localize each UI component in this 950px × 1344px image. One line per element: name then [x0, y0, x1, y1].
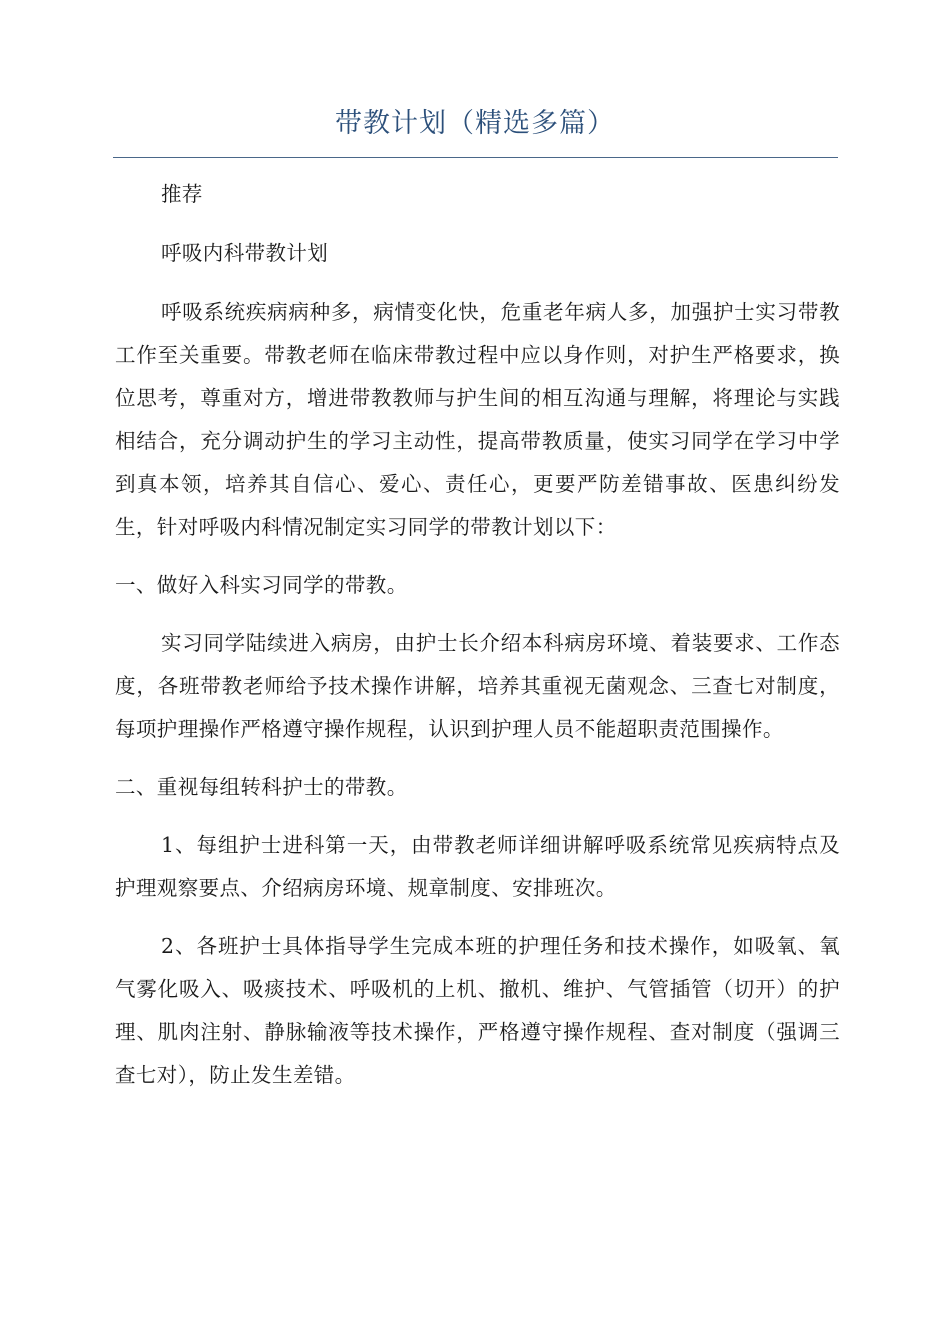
paragraph-item-2: 2、各班护士具体指导学生完成本班的护理任务和技术操作，如吸氧、氧气雾化吸入、吸痰技术、呼吸机的上机、撤机、维护、气管插管（切开）的护理、肌肉注射、静脉输液等技术操作，严格遵守操作规程、查对制度（强调三查七对），防止发生差错。: [115, 934, 840, 1087]
paragraph-item-1: 1、每组护士进科第一天，由带教老师详细讲解呼吸系统常见疾病特点及护理观察要点、介绍病房环境、规章制度、安排班次。: [115, 833, 840, 900]
document-title: 带教计划（精选多篇）: [335, 108, 615, 139]
section-heading-2: 二、重视每组转科护士的带教。: [115, 775, 408, 799]
document-body: [115, 173, 840, 1097]
paragraph-section-1: 实习同学陆续进入病房，由护士长介绍本科病房环境、着装要求、工作态度，各班带教老师给予技术操作讲解，培养其重视无菌观念、三查七对制度，每项护理操作严格遵守操作规程，认识到护理人员不能超职责范围操作。: [115, 631, 840, 741]
paragraph-recommend: 推荐: [161, 182, 203, 206]
title-divider: [113, 157, 838, 158]
paragraph-subtitle: 呼吸内科带教计划: [161, 241, 329, 265]
section-heading-1: 一、做好入科实习同学的带教。: [115, 573, 408, 597]
paragraph-intro: 呼吸系统疾病病种多，病情变化快，危重老年病人多，加强护士实习带教工作至关重要。带教老师在临床带教过程中应以身作则，对护生严格要求，换位思考，尊重对方，增进带教教师与护生间的相互沟通与理解，将理论与实践相结合，充分调动护生的学习主动性，提高带教质量，使实习同学在学习中学到真本领，培养其自信心、爱心、责任心，更要严防差错事故、医患纠纷发生，针对呼吸内科情况制定实习同学的带教计划以下：: [115, 300, 840, 539]
